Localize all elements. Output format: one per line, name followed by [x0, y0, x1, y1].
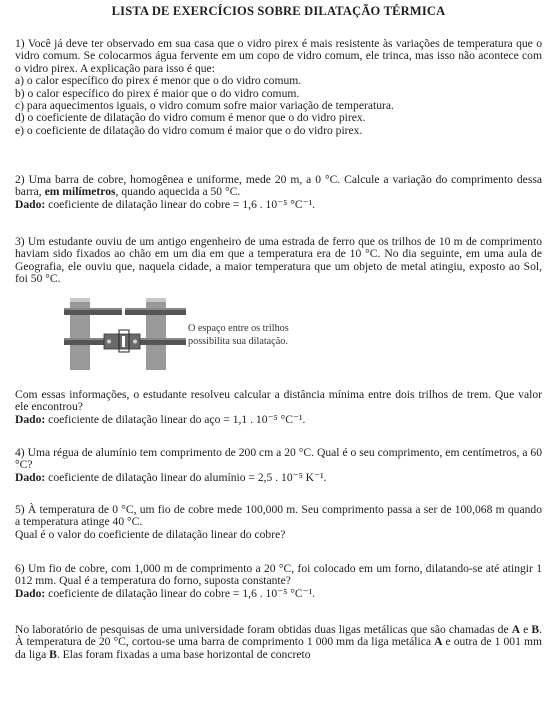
- question-6-stem: 6) Um fio de cobre, com 1,000 m de comprimento a 20 °C, foi colocado em um forno, dilatando-se até atingir 1 012 mm. Qual é a temperatura do forno, suposta constante?: [15, 562, 542, 588]
- question-5-question: Qual é o valor do coeficiente de dilatação linear do cobre?: [15, 527, 286, 541]
- alloy-a-label: A: [511, 623, 521, 636]
- question-7-part-2: e: [520, 623, 532, 636]
- question-1-option-c: c) para aquecimentos iguais, o vidro comum sofre maior variação de temperatura.: [15, 99, 394, 113]
- figure-caption-line-1: O espaço entre os trilhos: [188, 323, 289, 334]
- question-2-stem-part-a: 2) Uma barra de cobre, homogênea e uniforme, mede 20 m, a 0 °C. Calcule a variação do comprimento dessa barra,: [15, 173, 542, 199]
- question-1-option-d: d) o coeficiente de dilatação do vidro comum é menor que o do vidro pirex.: [15, 111, 366, 125]
- question-1-option-e: e) o coeficiente de dilatação do vidro comum é maior que o do vidro pirex.: [15, 123, 363, 137]
- question-6: [15, 563, 542, 600]
- question-3-stem: 3) Um estudante ouviu de um antigo engenheiro de uma estrada de ferro que os trilhos de 10 m de comprimento haviam sido fixados ao chão em um dia em que a temperatura era de 10 °C. No dia seguinte, em uma aula de Geografia, ele ouviu que, naquela cidade, a maior temperatura que um objeto de metal atingiu, exposto ao Sol, foi 50 °C.: [15, 235, 542, 286]
- question-7-stem: [15, 624, 542, 661]
- question-2-given: [15, 199, 542, 211]
- question-7: [15, 624, 542, 661]
- figure-caption: [188, 323, 358, 348]
- question-3-given: [15, 414, 542, 426]
- given-text: coeficiente de dilatação linear do aço = 1,1 . 10⁻⁵ °C⁻¹.: [45, 412, 306, 426]
- given-text: coeficiente de dilatação linear do cobre = 1,6 . 10⁻⁵ °C⁻¹.: [45, 197, 316, 211]
- question-7-part-3: . À temperatura de 20 °C, cortou-se uma barra de comprimento 1 000 mm da liga metálica: [15, 623, 542, 649]
- alloy-b-label: B: [49, 647, 57, 661]
- rail-gap-figure: [64, 294, 186, 374]
- question-3: [15, 236, 542, 286]
- question-3-continued: [15, 389, 542, 426]
- alloy-a-label: A: [434, 635, 443, 649]
- given-text: coeficiente de dilatação linear do alumínio = 2,5 . 10⁻⁵ K⁻¹.: [45, 470, 327, 484]
- question-2-stem-part-b: , quando aquecida a 50 °C.: [115, 185, 241, 199]
- question-6-given: [15, 588, 542, 600]
- question-7-part-1: No laboratório de pesquisas de uma universidade foram obtidas duas ligas metálicas que são chamadas de: [15, 623, 512, 636]
- question-4-stem: 4) Uma régua de alumínio tem comprimento de 200 cm a 20 °C. Qual é o seu comprimento, em centímetros, a 60 °C?: [15, 446, 542, 472]
- given-label: Dado:: [15, 470, 46, 484]
- page-title: LISTA DE EXERCÍCIOS SOBRE DILATAÇÃO TÉRMICA: [111, 4, 446, 18]
- question-5: [15, 504, 542, 541]
- given-label: Dado:: [15, 412, 46, 426]
- figure-caption-line-2: possibilita sua dilatação.: [188, 335, 288, 347]
- question-4-given: [15, 472, 542, 484]
- question-1-stem: 1) Você já deve ter observado em sua casa que o vidro pirex é mais resistente às variações de temperatura que o vidro comum. Se colocarmos água fervente em um copo de vidro comum, ele trinca, mas isso não acontece com o vidro pirex. A explicação para isso é que:: [15, 37, 542, 75]
- alloy-b-label: B: [531, 623, 540, 636]
- question-5-stem: 5) À temperatura de 0 °C, um fio de cobre mede 100,000 m. Seu comprimento passa a ser de 100,068 m quando a temperatura atinge 40 °C.: [15, 503, 542, 529]
- question-2-emphasis: em milímetros: [44, 185, 116, 199]
- question-1-option-a: a) o calor específico do pirex é menor que o do vidro comum.: [15, 74, 302, 88]
- given-text: coeficiente de dilatação linear do cobre = 1,6 . 10⁻⁵ °C⁻¹.: [45, 586, 316, 600]
- question-2-stem: [15, 174, 542, 199]
- question-3-after: Com essas informações, o estudante resolveu calcular a distância mínima entre dois trilhos de trem. Que valor ele encontrou?: [15, 388, 542, 414]
- question-7-part-4: e outra de 1 001 mm da liga: [15, 635, 542, 661]
- question-1-option-b: b) o calor específico do pirex é maior que o do vidro comum.: [15, 86, 300, 100]
- question-7-part-5: . Elas foram fixadas a uma base horizontal de concreto: [56, 647, 311, 661]
- given-label: Dado:: [15, 586, 46, 600]
- question-2: [15, 174, 542, 211]
- given-label: Dado:: [15, 197, 46, 211]
- question-4: [15, 447, 542, 484]
- question-1: [15, 38, 542, 137]
